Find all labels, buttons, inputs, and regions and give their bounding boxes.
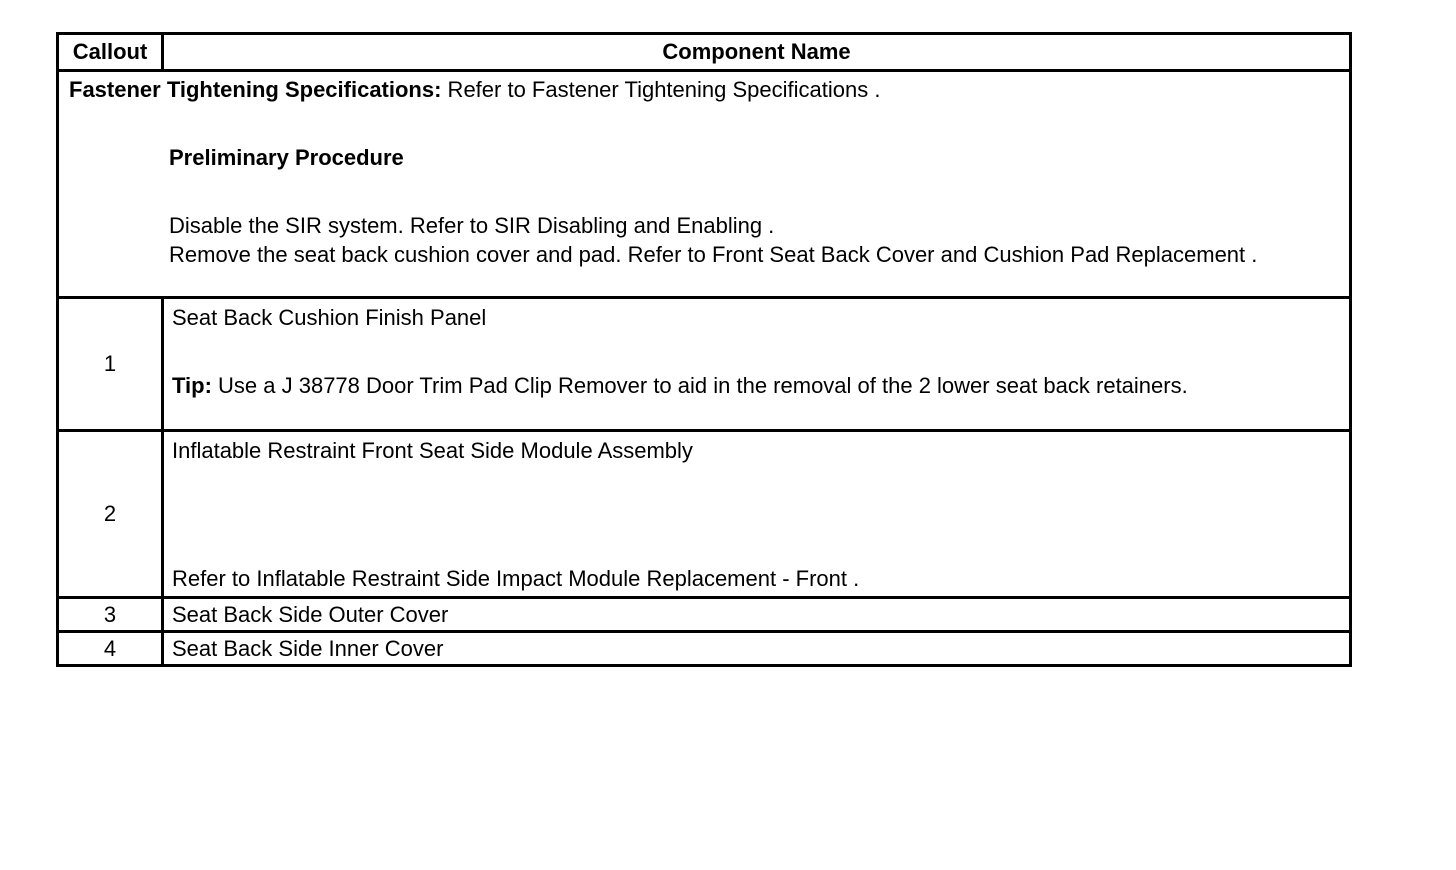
component-cell	[163, 431, 1351, 598]
component-cell	[163, 598, 1351, 632]
procedure-step-2: Remove the seat back cushion cover and pad. Refer to Front Seat Back Cover and Cushion Pad Replacement .	[169, 242, 1258, 267]
callout-number: 3	[58, 598, 163, 632]
callout-number: 1	[58, 298, 163, 431]
component-cell	[163, 632, 1351, 666]
fastener-spec-line	[69, 75, 1339, 104]
preliminary-procedure-heading: Preliminary Procedure	[169, 145, 404, 170]
table-row	[58, 632, 1351, 666]
component-table	[56, 32, 1352, 667]
component-name: Seat Back Side Inner Cover	[172, 636, 444, 661]
table-row	[58, 598, 1351, 632]
table-row	[58, 298, 1351, 431]
table-header-row	[58, 34, 1351, 71]
component-name-header: Component Name	[163, 34, 1351, 71]
component-note-link[interactable]: Refer to Inflatable Restraint Side Impact Module Replacement - Front .	[172, 566, 860, 591]
component-name: Inflatable Restraint Front Seat Side Module Assembly	[172, 438, 693, 463]
tip-text: Use a J 38778 Door Trim Pad Clip Remover to aid in the removal of the 2 lower seat back retainers.	[211, 373, 1188, 398]
tip-label: Tip:	[172, 373, 212, 398]
fastener-spec-link[interactable]: Refer to Fastener Tightening Specifications .	[441, 77, 881, 102]
table-row	[58, 431, 1351, 598]
tip-line	[172, 371, 1341, 400]
procedure-step-1: Disable the SIR system. Refer to SIR Disabling and Enabling .	[169, 213, 775, 238]
intro-cell	[58, 71, 1351, 298]
fastener-spec-label: Fastener Tightening Specifications:	[69, 77, 442, 102]
component-cell	[163, 298, 1351, 431]
intro-row	[58, 71, 1351, 298]
callout-number: 2	[58, 431, 163, 598]
callout-header: Callout	[58, 34, 163, 71]
component-name: Seat Back Side Outer Cover	[172, 602, 449, 627]
callout-number: 4	[58, 632, 163, 666]
component-name: Seat Back Cushion Finish Panel	[172, 305, 487, 330]
